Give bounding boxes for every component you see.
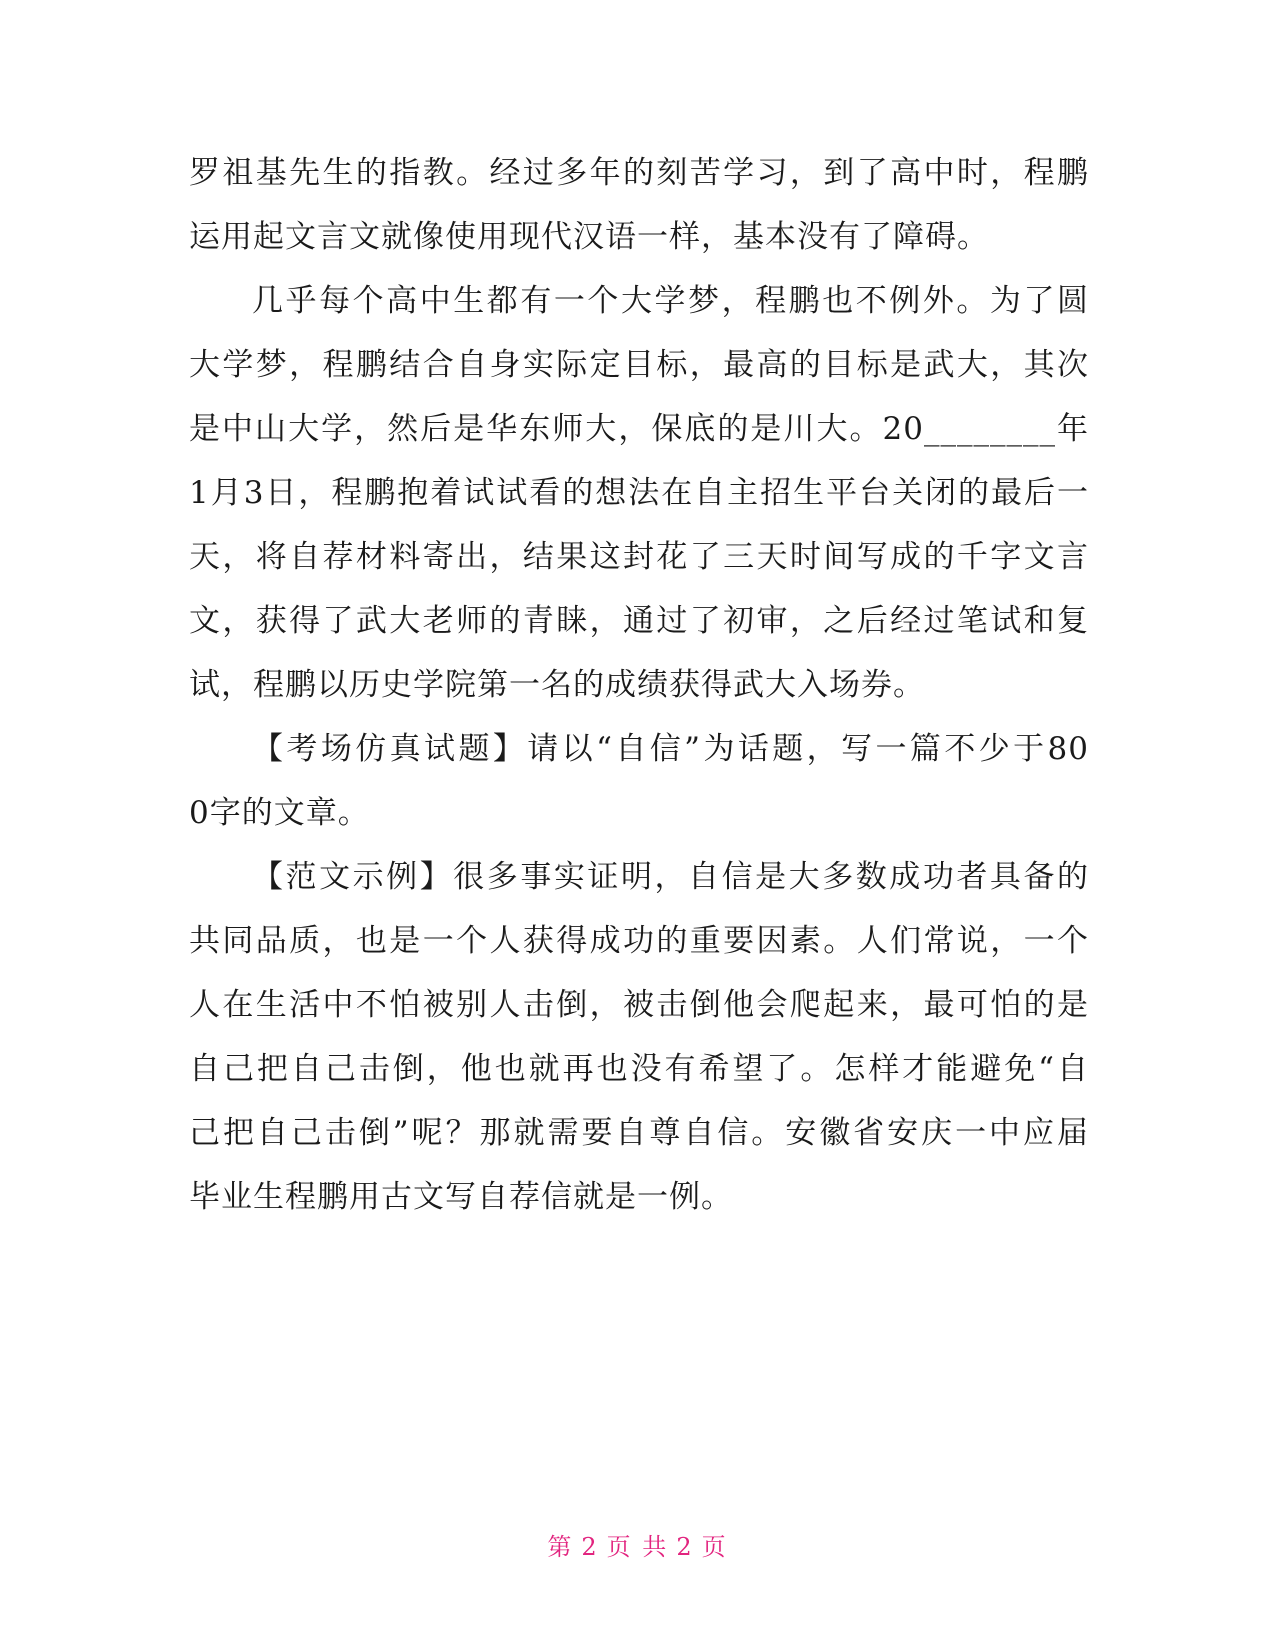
text-line: 【考场仿真试题】请以“自信”为话题，写一篇不少于80	[252, 731, 1089, 767]
text-line: 自己把自己击倒，他也就再也没有希望了。怎样才能避免“自	[189, 1051, 1089, 1087]
text-line: 己把自己击倒”呢？那就需要自尊自信。安徽省安庆一中应届	[189, 1115, 1089, 1151]
text-line: 几乎每个高中生都有一个大学梦，程鹏也不例外。为了圆	[252, 283, 1089, 319]
text-line: 共同品质，也是一个人获得成功的重要因素。人们常说，一个	[189, 923, 1089, 959]
text-line: 罗祖基先生的指教。经过多年的刻苦学习，到了高中时，程鹏	[189, 155, 1089, 191]
text-line: 人在生活中不怕被别人击倒，被击倒他会爬起来，最可怕的是	[189, 987, 1089, 1023]
text-line: 【范文示例】很多事实证明，自信是大多数成功者具备的	[252, 859, 1089, 895]
text-line: 运用起文言文就像使用现代汉语一样，基本没有了障碍。	[189, 219, 989, 255]
text-line: 是中山大学，然后是华东师大，保底的是川大。20________年	[189, 411, 1089, 447]
page-footer	[0, 1527, 1275, 1562]
text-line: 试，程鹏以历史学院第一名的成绩获得武大入场券。	[189, 667, 925, 703]
text-line: 天，将自荐材料寄出，结果这封花了三天时间写成的千字文言	[189, 539, 1089, 575]
text-line: 0字的文章。	[189, 795, 370, 831]
document-body	[189, 141, 1089, 1229]
text-line: 1月3日，程鹏抱着试试看的想法在自主招生平台关闭的最后一	[189, 475, 1089, 511]
footer-prefix: 第	[547, 1533, 574, 1561]
text-line: 毕业生程鹏用古文写自荐信就是一例。	[189, 1179, 733, 1215]
footer-total-pages: 2	[676, 1533, 694, 1561]
footer-middle: 页 共	[606, 1533, 669, 1561]
footer-suffix: 页	[701, 1533, 728, 1561]
text-line: 大学梦，程鹏结合自身实际定目标，最高的目标是武大，其次	[189, 347, 1089, 383]
text-line: 文，获得了武大老师的青睐，通过了初审，之后经过笔试和复	[189, 603, 1089, 639]
footer-current-page: 2	[581, 1533, 599, 1561]
